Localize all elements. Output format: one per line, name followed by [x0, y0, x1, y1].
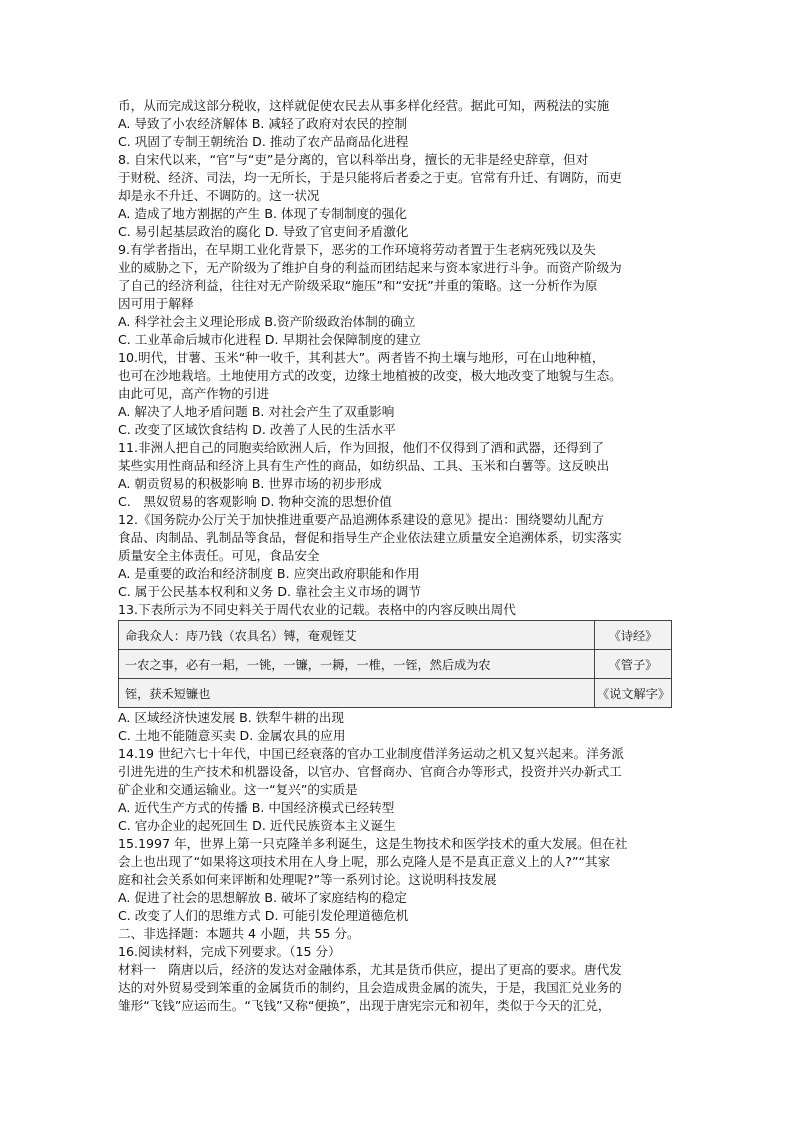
table-row — [119, 679, 672, 708]
text-line: 13.下表所示为不同史料关于周代农业的记载。表格中的内容反映出周代 — [118, 602, 516, 617]
text-line: 币，从而完成这部分税收，这样就促使农民去从事多样化经营。据此可知，两税法的实施 — [118, 98, 610, 113]
text-line: C. 改变了人们的思维方式 D. 可能引发伦理道德危机 — [118, 908, 409, 923]
table-cell-source: 《诗经》 — [595, 621, 672, 650]
text-line: 矿企业和交通运输业。这一“复兴”的实质是 — [118, 782, 358, 797]
text-line: A. 造成了地方割据的产生 B. 体现了专制制度的强化 — [118, 206, 407, 221]
text-line: A. 科学社会主义理论形成 B.资产阶级政治体制的确立 — [118, 314, 416, 329]
text-line: 由此可见，高产作物的引进 — [118, 386, 270, 401]
text-line: C. 易引起基层政治的腐化 D. 导致了官吏间矛盾激化 — [118, 224, 409, 239]
text-line: 于财税、经济、司法，均一无所长，于是只能将后者委之于吏。官常有升迁、有调防，而吏 — [118, 170, 622, 185]
text-line: C. 工业革命后城市化进程 D. 早期社会保障制度的建立 — [118, 332, 421, 347]
text-line: 了自己的经济利益，往往对无产阶级采取“施压”和“安抚”并重的策略。这一分析作为原 — [118, 278, 598, 293]
text-line: 却是永不升迁、不调防的。这一状况 — [118, 188, 320, 203]
text-line: 14.19 世纪六七十年代，中国已经衰落的官办工业制度借洋务运动之机又复兴起来。洋务派 — [118, 746, 625, 761]
text-line: 某些实用性商品和经济上具有生产性的商品，如纺织品、工具、玉米和白薯等。这反映出 — [118, 458, 610, 473]
questions-before-table — [118, 97, 678, 619]
text-line: 质量安全主体责任。可见，食品安全 — [118, 548, 320, 563]
text-line: 雏形“飞钱”应运而生。“飞钱”又称“便换”，出现于唐宪宗元和初年，类似于今天的汇兑， — [118, 998, 611, 1013]
text-line: C. 土地不能随意买卖 D. 金属农具的应用 — [118, 728, 346, 743]
text-line: 因可用于解释 — [118, 296, 194, 311]
table-cell-text: 铚，获禾短镰也 — [119, 679, 595, 708]
text-line: 引进先进的生产技术和机器设备，以官办、官督商办、官商合办等形式，投资并兴办新式工 — [118, 764, 622, 779]
text-line: 11.非洲人把自己的同胞卖给欧洲人后，作为回报，他们不仅得到了酒和武器，还得到了 — [118, 440, 604, 455]
text-line: 12.《国务院办公厅关于加快推进重要产品追溯体系建设的意见》提出：围绕婴幼儿配方 — [118, 512, 604, 527]
text-line: A. 区域经济快速发展 B. 铁犁牛耕的出现 — [118, 710, 344, 725]
text-line: 庭和社会关系如何来评断和处理呢?”等一系列讨论。这说明科技发展 — [118, 872, 497, 887]
text-line: 9.有学者指出，在早期工业化背景下，恶劣的工作环境将劳动者置于生老病死残以及失 — [118, 242, 596, 257]
text-line: 业的威胁之下，无产阶级为了维护自身的利益而团结起来与资本家进行斗争。而资产阶级为 — [118, 260, 622, 275]
text-line: C. 属于公民基本权利和义务 D. 靠社会主义市场的调节 — [118, 584, 421, 599]
text-line: C. 改变了区域饮食结构 D. 改善了人民的生活水平 — [118, 422, 396, 437]
table-cell-text: 命我众人：庤乃钱（农具名）镈，奄观铚艾 — [119, 621, 595, 650]
text-line: 8. 自宋代以来，“官”与“吏”是分离的，官以科举出身，擅长的无非是经史辞章，但对 — [118, 152, 589, 167]
text-line: 材料一 隋唐以后，经济的发达对金融体系，尤其是货币供应，提出了更高的要求。唐代发 — [118, 962, 622, 977]
text-line: A. 促进了社会的思想解放 B. 破坏了家庭结构的稳定 — [118, 890, 407, 905]
text-line: A. 朝贡贸易的积极影响 B. 世界市场的初步形成 — [118, 476, 382, 491]
table-row — [119, 621, 672, 650]
text-line: 会上也出现了“如果将这项技术用在人身上呢，那么克隆人是不是真正意义上的人?”“其家 — [118, 854, 611, 869]
text-line: 达的对外贸易受到笨重的金属货币的制约，且会造成贵金属的流失，于是，我国汇兑业务的 — [118, 980, 622, 995]
text-line: C. 黑奴贸易的客观影响 D. 物种交流的思想价值 — [118, 494, 392, 509]
text-line: A. 解决了人地矛盾问题 B. 对社会产生了双重影响 — [118, 404, 395, 419]
text-line: 食品、肉制品、乳制品等食品，督促和指导生产企业依法建立质量安全追溯体系，切实落实 — [118, 530, 622, 545]
table-cell-source: 《管子》 — [595, 650, 672, 679]
text-line: 也可在沙地栽培。土地使用方式的改变，边缘土地植被的改变，极大地改变了地貌与生态。 — [118, 368, 622, 383]
questions-after-table — [118, 709, 678, 1015]
text-line: C. 巩固了专制王朝统治 D. 推动了农产品商品化进程 — [118, 134, 409, 149]
text-line: A. 导致了小农经济解体 B. 减轻了政府对农民的控制 — [118, 116, 407, 131]
text-line: A. 近代生产方式的传播 B. 中国经济模式已经转型 — [118, 800, 395, 815]
table-cell-source: 《说文解字》 — [595, 679, 672, 708]
text-line: 15.1997 年，世界上第一只克隆羊多利诞生，这是生物技术和医学技术的重大发展。但在社 — [118, 836, 628, 851]
text-line: 16.阅读材料，完成下列要求。（15 分） — [118, 944, 341, 959]
zhou-agriculture-table — [118, 620, 672, 708]
exam-content — [118, 97, 678, 1015]
text-line: 10.明代，甘薯、玉米“种一收千，其利甚大”。两者皆不拘土壤与地形，可在山地种植， — [118, 350, 605, 365]
text-line: A. 是重要的政治和经济制度 B. 应突出政府职能和作用 — [118, 566, 420, 581]
text-line: 二、非选择题：本题共 4 小题，共 55 分。 — [118, 926, 360, 941]
table-cell-text: 一农之事，必有一耜，一铫，一镰，一耨，一椎，一铚，然后成为农 — [119, 650, 595, 679]
text-line: C. 官办企业的起死回生 D. 近代民族资本主义诞生 — [118, 818, 396, 833]
table-row — [119, 650, 672, 679]
